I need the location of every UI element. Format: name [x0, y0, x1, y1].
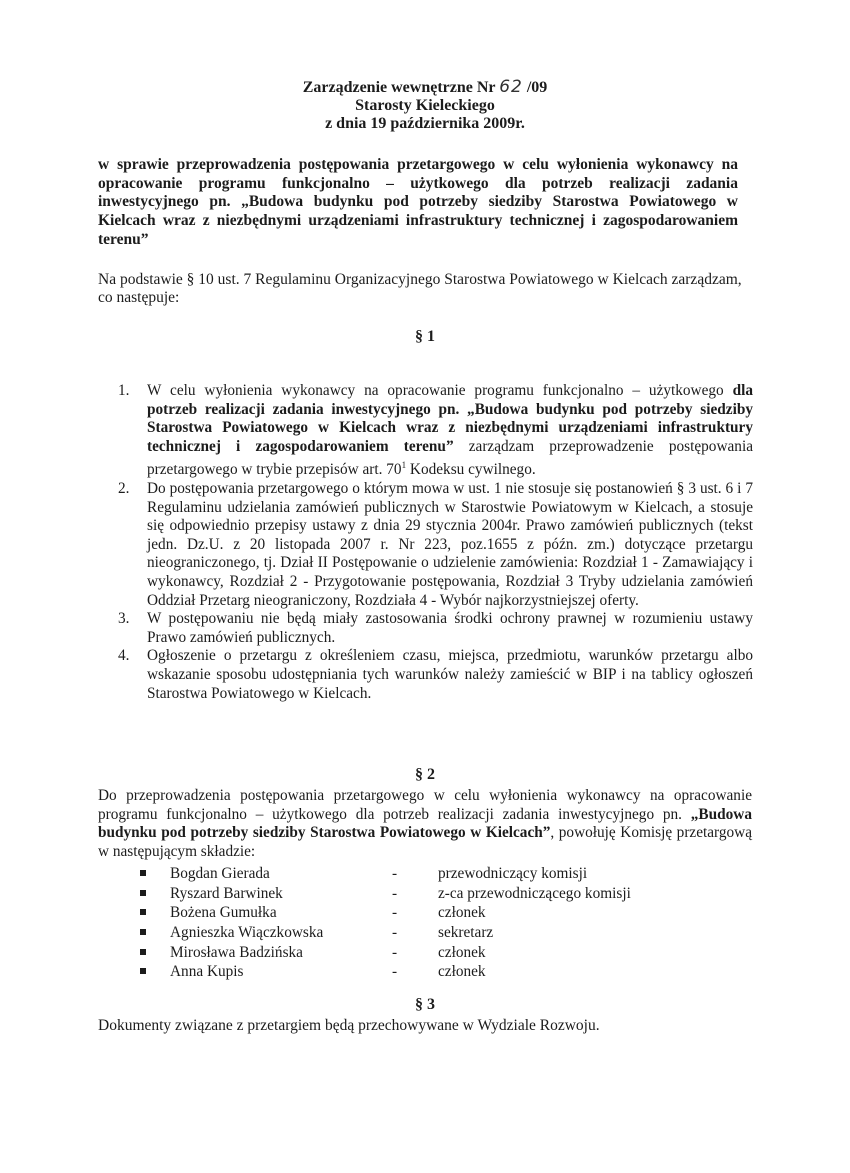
bullet-icon	[140, 870, 146, 876]
bullet-icon	[140, 909, 146, 915]
member-dash: -	[392, 904, 398, 922]
item-text-end: Kodeksu cywilnego.	[406, 461, 536, 479]
header-line-1	[0, 78, 850, 97]
commission-members	[140, 864, 700, 982]
section-heading-1: § 1	[415, 328, 435, 345]
member-dash: -	[392, 924, 398, 942]
item-text: W postępowaniu nie będą miały zastosowania środki ochrony prawnej w rozumieniu ustawy Prawo zamówień publicznych.	[147, 610, 753, 646]
member-role: członek	[438, 904, 486, 922]
member-name: Agnieszka Wiączkowska	[170, 924, 324, 942]
member-dash: -	[392, 963, 398, 981]
member-name: Mirosława Badzińska	[170, 943, 303, 961]
item-number: 1.	[118, 382, 130, 399]
member-name: Bogdan Gierada	[170, 865, 270, 882]
bullet-icon	[140, 929, 146, 935]
member-row	[140, 962, 700, 982]
list-item	[118, 647, 753, 703]
bullet-icon	[140, 949, 146, 955]
section-1-list	[118, 382, 753, 703]
document-header	[0, 78, 850, 133]
member-role: z-ca przewodniczącego komisji	[438, 884, 631, 902]
member-name: Ryszard Barwinek	[170, 884, 283, 902]
item-superscript: 1	[401, 460, 407, 471]
commission-text-end: , powołuję Komisję przetargową w następującym składzie:	[98, 824, 752, 860]
commission-text: Do przeprowadzenia postępowania przetargowego w celu wyłonienia wykonawcy na opracowanie programu funkcjonalno – użytkowego dla potrzeb realizacji zadania inwestycyjnego pn.	[98, 787, 752, 823]
item-number: 3.	[118, 610, 130, 628]
document-subject: w sprawie przeprowadzenia postępowania przetargowego w celu wyłonienia wykonawcy na opracowanie programu funkcjonalno – użytkowego dla potrzeb realizacji zadania inwestycyjnego pn. „Budowa budynku pod potrzeby siedziby Starostwa Powiatowego w Kielcach wraz z niezbędnymi urządzeniami infrastruktury technicznej i zagospodarowaniem terenu”	[98, 156, 738, 248]
item-text-bold: dla potrzeb realizacji zadania inwestycyjnego pn. „Budowa budynku pod potrzeby siedziby Starostwa Powiatowego w Kielcach wraz z niezbędnymi urządzeniami infrastruktury technicznej i zagospodarowaniem terenu”	[147, 382, 753, 455]
item-number: 4.	[118, 647, 130, 665]
list-item	[118, 382, 753, 480]
list-item	[118, 610, 753, 647]
member-dash: -	[392, 865, 398, 882]
member-row	[140, 884, 700, 904]
item-number: 2.	[118, 480, 130, 498]
section-heading-3: § 3	[415, 996, 435, 1013]
member-row	[140, 923, 700, 943]
member-row	[140, 903, 700, 923]
handwritten-number: 62	[499, 77, 523, 97]
member-dash: -	[392, 943, 398, 961]
member-role: członek	[438, 963, 486, 981]
member-name: Bożena Gumułka	[170, 904, 277, 922]
bullet-icon	[140, 968, 146, 974]
header-line-2: Starosty Kieleckiego	[355, 97, 495, 114]
item-text: Ogłoszenie o przetargu z określeniem czasu, miejsca, przedmiotu, warunków przetargu albo wskazanie sposobu udostępniania tych warunków należy zamieścić w BIP i na tablicy ogłoszeń Starostwa Powiatowego w Kielcach.	[147, 647, 753, 702]
commission-text-bold: „Budowa budynku pod potrzeby siedziby Starostwa Powiatowego w Kielcach”	[98, 805, 752, 842]
member-row	[140, 864, 700, 884]
bullet-icon	[140, 890, 146, 896]
item-text: Do postępowania przetargowego o którym mowa w ust. 1 nie stosuje się postanowień § 3 ust. 6 i 7 Regulaminu udzielania zamówień publicznych w Starostwie Powiatowym w Kielcach, a stosuje się odpowiednio przepisy ustawy z dnia 29 stycznia 2004r. Prawo zamówień publicznych (tekst jedn. Dz.U. z 20 listopada 2007 r. Nr 223, poz.1655 z późn. zm.) dotyczące przetargu nieograniczonego, tj. Dział II Postępowanie o udzielenie zamówienia: Rozdział 1 - Zamawiający i wykonawcy, Rozdział 2 - Przygotowanie postępowania, Rozdział 3 Tryby udzielania zamówień Oddział Przetarg nieograniczony, Rozdziała 4 - Wybór najkorzystniejszej oferty.	[147, 480, 753, 609]
section-heading-2: § 2	[415, 766, 435, 783]
header-title: Zarządzenie wewnętrzne Nr	[302, 79, 496, 96]
item-text: W celu wyłonienia wykonawcy na opracowanie programu funkcjonalno – użytkowego	[147, 382, 724, 399]
commission-paragraph	[98, 787, 752, 861]
member-row	[140, 943, 700, 963]
storage-paragraph: Dokumenty związane z przetargiem będą przechowywane w Wydziale Rozwoju.	[98, 1017, 600, 1034]
member-role: przewodniczący komisji	[438, 865, 588, 882]
list-item	[118, 480, 753, 610]
item-text-cont: zarządzam przeprowadzenie postępowania przetargowego w trybie przepisów art. 70	[147, 437, 753, 479]
member-role: członek	[438, 943, 486, 961]
member-name: Anna Kupis	[170, 963, 244, 981]
header-line-3: z dnia 19 października 2009r.	[325, 115, 525, 132]
header-year: /09	[526, 79, 548, 96]
member-dash: -	[392, 884, 398, 902]
legal-basis-paragraph: Na podstawie § 10 ust. 7 Regulaminu Organizacyjnego Starostwa Powiatowego w Kielcach zarządzam, co następuje:	[98, 271, 742, 306]
member-role: sekretarz	[438, 924, 494, 942]
